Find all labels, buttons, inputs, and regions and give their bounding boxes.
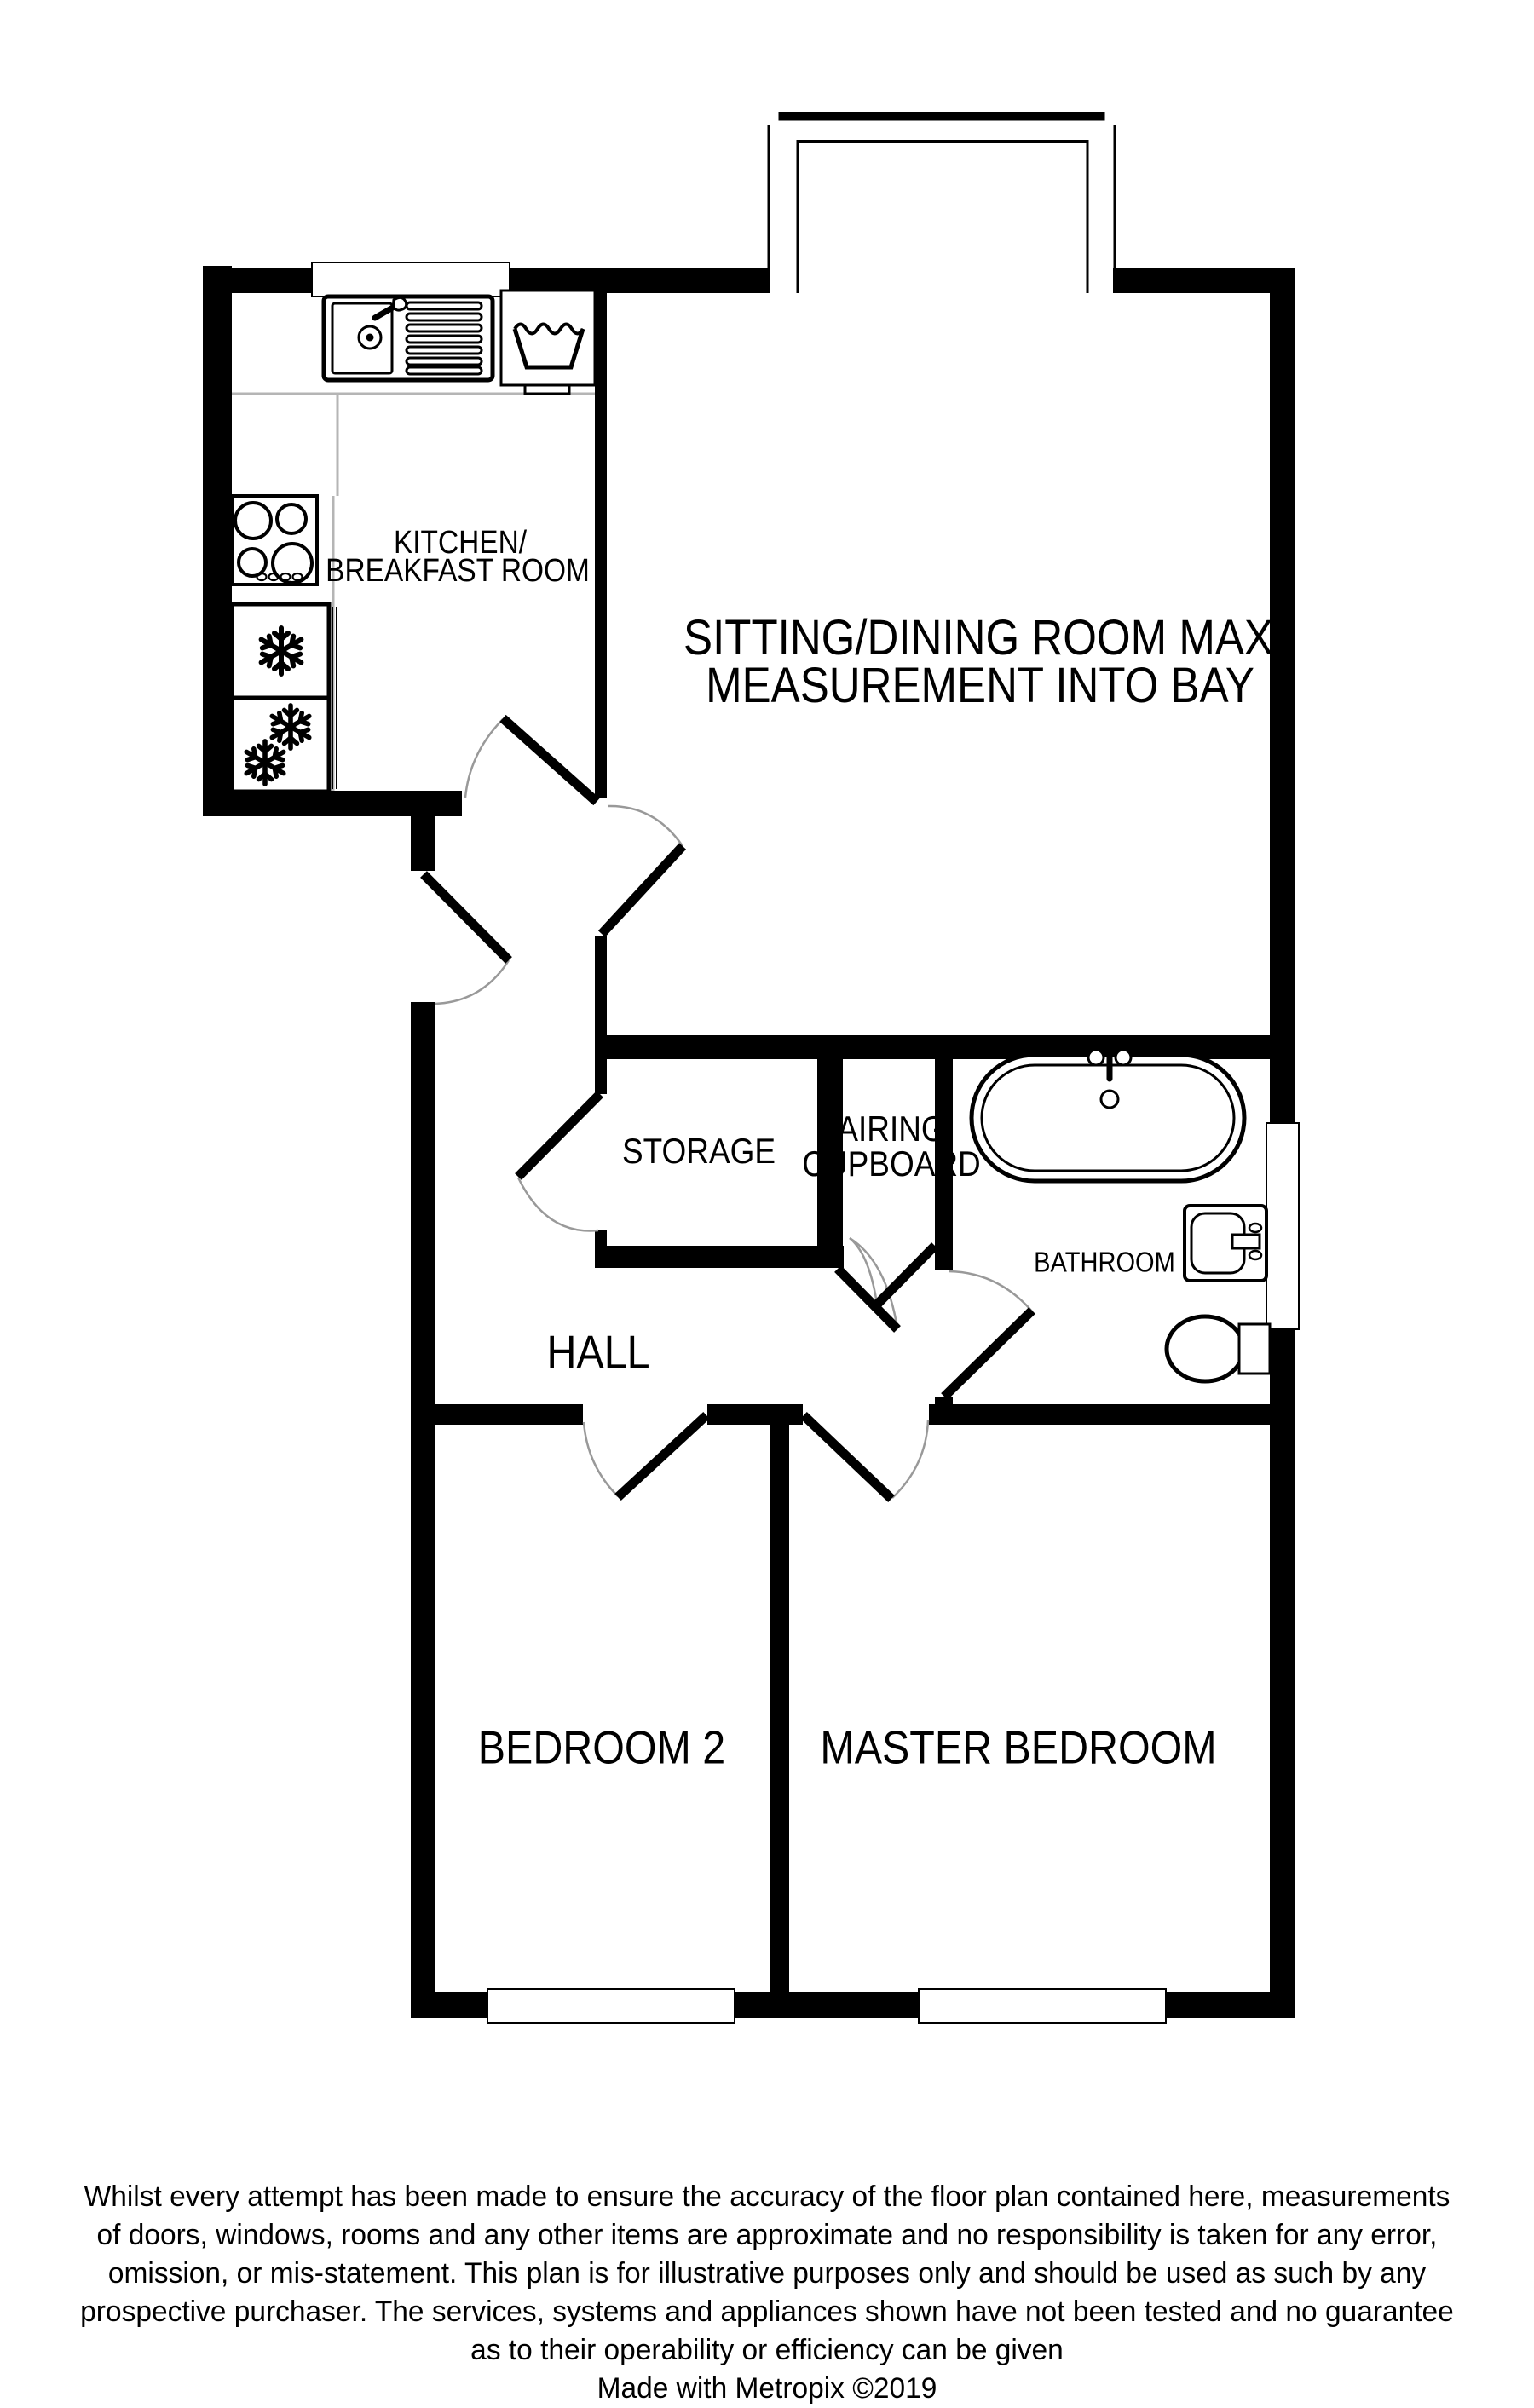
airing-cupboard-label-line1: AIRING: [837, 1109, 946, 1149]
master-bedroom-door-leaf: [804, 1415, 891, 1499]
disclaimer-line-5: as to their operability or efficiency can be given: [470, 2334, 1064, 2366]
washing-machine-tab: [525, 385, 569, 394]
wall-top-right-of-bay: [1113, 268, 1295, 293]
kitchen-window: [312, 262, 510, 297]
bay-window: [769, 112, 1115, 293]
bedroom2-door-arc: [584, 1422, 618, 1496]
toilet-cistern: [1239, 1324, 1270, 1374]
fridge-icon: [232, 604, 329, 698]
toilet-bowl: [1167, 1316, 1243, 1381]
bathroom-door-leaf: [944, 1311, 1032, 1397]
wash-basin-icon: [1185, 1206, 1266, 1281]
sink-drainer-icon: [324, 297, 493, 380]
basin-tap: [1232, 1235, 1260, 1248]
wall-bedroom-divider: [770, 1425, 789, 1992]
wall-top-left-of-bay: [607, 268, 770, 293]
sitting-room-label-line2: MEASUREMENT INTO BAY: [706, 658, 1254, 713]
bath-tap-right: [1116, 1050, 1131, 1065]
master-bedroom-door-arc: [892, 1420, 928, 1498]
storage-door-leaf: [518, 1094, 600, 1177]
bathtub-icon: [972, 1050, 1244, 1181]
toilet-icon: [1167, 1316, 1270, 1381]
bathroom-window: [1266, 1123, 1299, 1329]
sitting-room-door-leaf: [602, 846, 683, 934]
sitting-room-door-arc: [608, 806, 683, 846]
bedroom2-door-leaf: [618, 1415, 706, 1497]
bathroom-door-arc: [949, 1271, 1032, 1311]
bath-tap-left: [1088, 1050, 1104, 1065]
disclaimer-line-4: prospective purchaser. The services, systems and appliances shown have not been tested and no guarantee: [80, 2296, 1454, 2328]
front-door-arc: [435, 960, 509, 1004]
wall-kitchen-left: [203, 266, 232, 816]
kitchen-door-leaf: [503, 718, 597, 802]
hall-label: HALL: [546, 1325, 650, 1379]
disclaimer-line-2: of doors, windows, rooms and any other items are approximate and no responsibility is taken for any error,: [96, 2219, 1438, 2251]
wall-storage-bottom: [595, 1246, 844, 1268]
bathroom-label: BATHROOM: [1034, 1246, 1175, 1278]
metropix-credit: Made with Metropix ©2019: [597, 2372, 937, 2405]
bay-glass-front: [779, 112, 1104, 120]
kitchen-label-line2: BREAKFAST ROOM: [326, 553, 590, 589]
hob-icon: [232, 496, 317, 585]
airing-cupboard-label-line2: CUPBOARD: [802, 1144, 981, 1184]
master-bedroom-label: MASTER BEDROOM: [820, 1720, 1217, 1774]
storage-door-arc: [518, 1178, 598, 1230]
sink-tap-head: [394, 297, 407, 310]
wall-left-upper: [411, 791, 435, 871]
kitchen-label-line1: KITCHEN/: [393, 525, 528, 561]
bedroom2-label: BEDROOM 2: [477, 1720, 726, 1774]
airing-door-leaf-right: [877, 1246, 935, 1305]
bedroom2-window: [487, 1989, 735, 2023]
wall-bedrooms-top-c: [929, 1404, 1270, 1425]
master-bedroom-window: [919, 1989, 1166, 2023]
wall-bedrooms-top-b: [707, 1404, 803, 1425]
storage-label: STORAGE: [621, 1131, 776, 1171]
wall-left-lower: [411, 1002, 435, 2018]
disclaimer-line-1: Whilst every attempt has been made to ensure the accuracy of the floor plan contained here, measurements: [84, 2180, 1450, 2213]
disclaimer-block: [0, 2178, 1534, 2408]
disclaimer-line-3: omission, or mis-statement. This plan is for illustrative purposes only and should be used as such by any: [107, 2257, 1427, 2290]
sitting-room-label-line1: SITTING/DINING ROOM MAX: [683, 610, 1273, 665]
wall-bedrooms-top-a: [411, 1404, 583, 1425]
freezer-icon: [232, 698, 329, 792]
front-door-leaf: [424, 874, 509, 960]
washing-machine-icon: [501, 291, 595, 394]
wall-kitchen-sitting-divider: [595, 293, 607, 798]
kitchen-door-arc: [465, 719, 503, 798]
wall-hall-sitting-divider: [595, 936, 607, 1094]
